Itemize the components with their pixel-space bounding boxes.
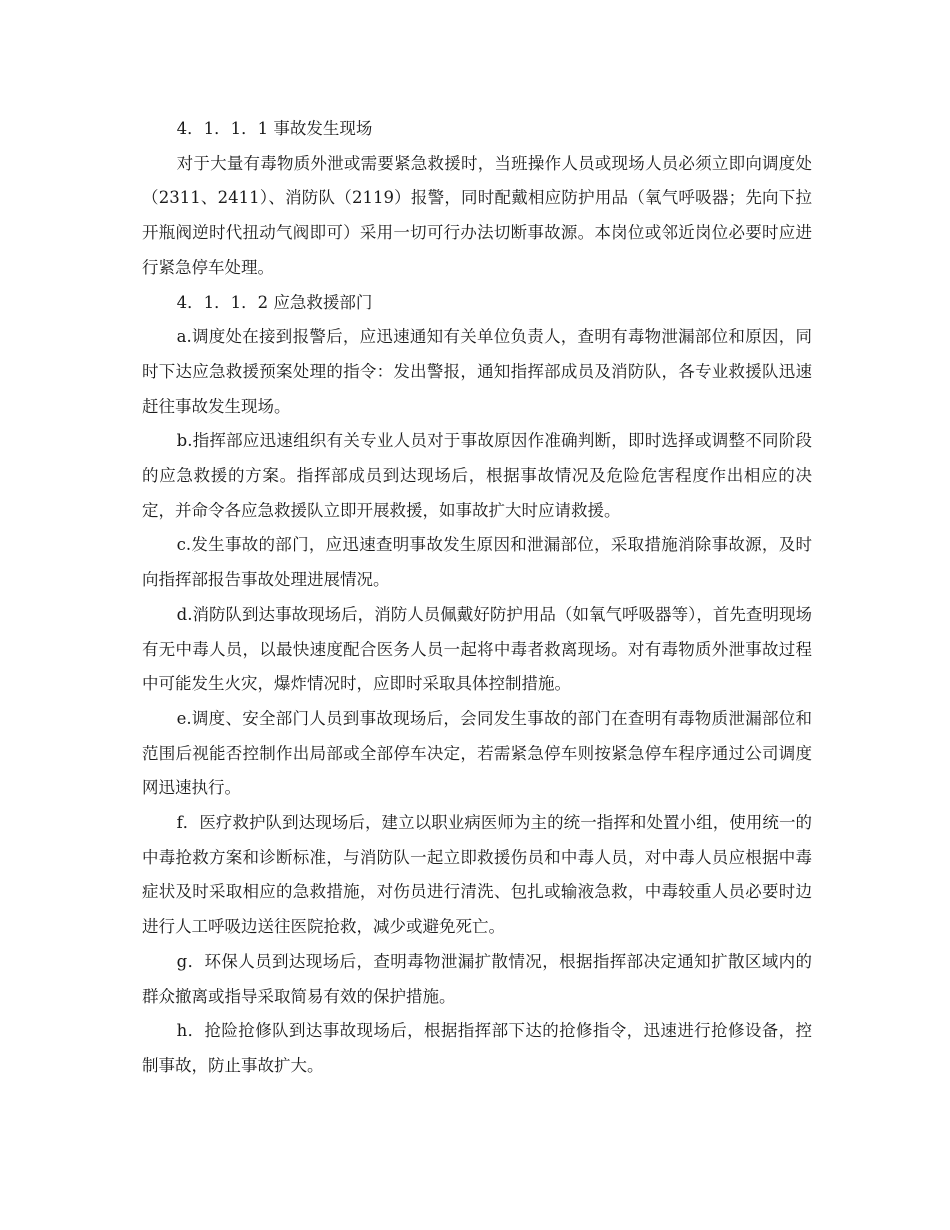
paragraph-item-b: b.指挥部应迅速组织有关专业人员对于事故原因作准确判断，即时选择或调整不同阶段的应急救援的方案。指挥部成员到达现场后，根据事故情况及危险危害程度作出相应的决定，并命令各应急救援队立即开展救援，如事故扩大时应请救援。: [142, 431, 812, 520]
section-heading-4-1-1-2: 4．1．1．2 应急救援部门: [176, 292, 373, 312]
paragraph-item-g: g．环保人员到达现场后，查明毒物泄漏扩散情况，根据指挥部决定通知扩散区域内的群众撤离或指导采取简易有效的保护措施。: [142, 951, 812, 1006]
paragraph-item-a: a.调度处在接到报警后，应迅速通知有关单位负责人，查明有毒物泄漏部位和原因，同时下达应急救援预案处理的指令：发出警报，通知指挥部成员及消防队，各专业救援队迅速赶往事故发生现场。: [142, 327, 812, 416]
paragraph-item-f: f．医疗救护队到达现场后，建立以职业病医师为主的统一指挥和处置小组，使用统一的中毒抢救方案和诊断标准，与消防队一起立即救援伤员和中毒人员，对中毒人员应根据中毒症状及时采取相应的急救措施，对伤员进行清洗、包扎或输液急救，中毒较重人员必要时边进行人工呼吸边送往医院抢救，减少或避免死亡。: [142, 813, 812, 937]
paragraph-accident-scene: 对于大量有毒物质外泄或需要紧急救援时，当班操作人员或现场人员必须立即向调度处（2311、2411）、消防队（2119）报警，同时配戴相应防护用品（氧气呼吸器；先向下拉开瓶阀逆时代扭动气阀即可）采用一切可行办法切断事故源。本岗位或邻近岗位必要时应进行紧急停车处理。: [142, 153, 812, 277]
paragraph-item-d: d.消防队到达事故现场后，消防人员佩戴好防护用品（如氧气呼吸器等），首先查明现场有无中毒人员，以最快速度配合医务人员一起将中毒者救离现场。对有毒物质外泄事故过程中可能发生火灾，爆炸情况时，应即时采取具体控制措施。: [142, 604, 812, 694]
document-page: [142, 112, 812, 1084]
section-heading-4-1-1-1: 4．1．1．1 事故发生现场: [176, 119, 373, 138]
paragraph-item-c: c.发生事故的部门，应迅速查明事故发生原因和泄漏部位，采取措施消除事故源，及时向指挥部报告事故处理进展情况。: [142, 535, 812, 590]
paragraph-item-e: e.调度、安全部门人员到事故现场后，会同发生事故的部门在查明有毒物质泄漏部位和范围后视能否控制作出局部或全部停车决定，若需紧急停车则按紧急停车程序通过公司调度网迅速执行。: [142, 708, 812, 798]
paragraph-item-h: h．抢险抢修队到达事故现场后，根据指挥部下达的抢修指令，迅速进行抢修设备，控制事故，防止事故扩大。: [142, 1021, 812, 1075]
